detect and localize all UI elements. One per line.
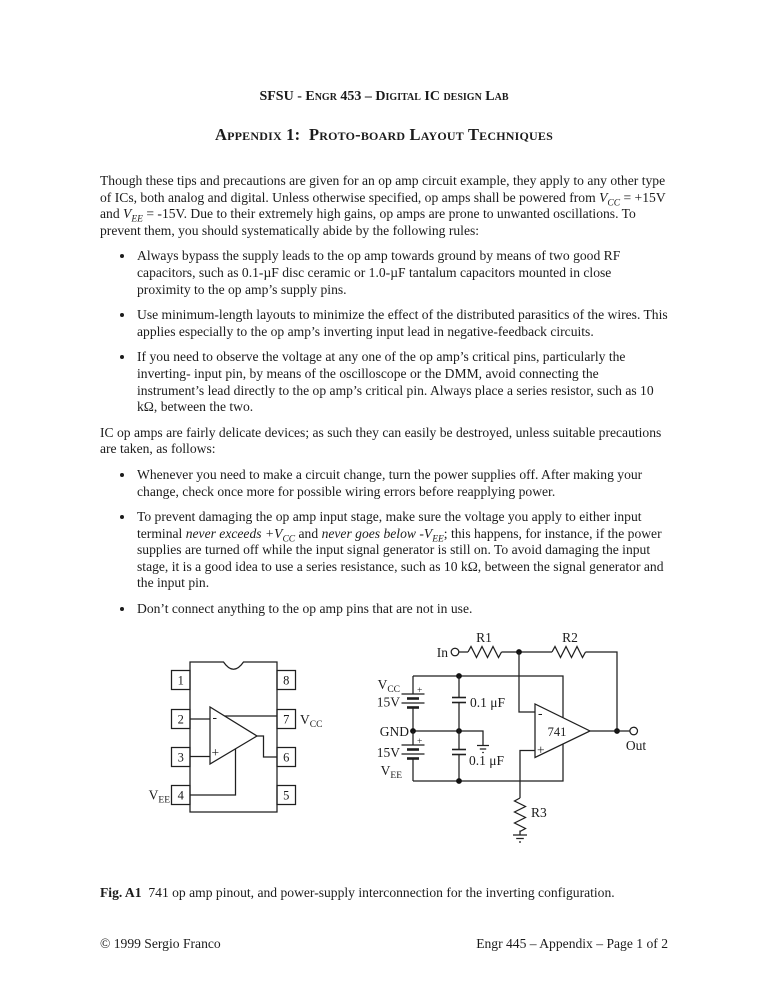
vcc-pin-label: $V_{CC}$ [300, 711, 323, 730]
intro-paragraph: Though these tips and precautions are given for an op amp circuit example, they apply to any other type of ICs, both analog and digital. Unless otherwise specified, op amps shall be powered from $V_{CC} = +15V$ and $V_{EE} = -15V$. Due to their extremely high gains, op amps are prone to unwanted oscillations. To prevent them, you should systematically abide by the following rules: [100, 173, 666, 238]
output-terminal [630, 727, 638, 735]
course-header: SFSU - Engr 453 – Digital IC design Lab [259, 89, 509, 104]
input-terminal [451, 648, 459, 656]
delicate-devices-paragraph: IC op amps are fairly delicate devices; as such they can easily be destroyed, unless suitable precautions are taken, as follows: [100, 424, 662, 457]
feedback-wire [586, 652, 618, 731]
pin-8-label: 8 [283, 673, 290, 688]
gnd-label: GND [379, 723, 409, 739]
cap-top-label: 0.1 μF [470, 694, 505, 710]
vee-rail-dot [456, 778, 462, 784]
footer-page-number: Engr 445 – Appendix – Page 1 of 2 [476, 936, 668, 951]
resistor-r2 [552, 646, 586, 657]
dip-package [149, 662, 323, 812]
r2-label: R2 [562, 629, 578, 645]
bypass-cap-bottom [452, 731, 466, 781]
cap-bottom-label: 0.1 μF [469, 752, 504, 768]
vee-pin-label: $V_{EE}$ [148, 787, 170, 806]
pin-5-label: 5 [283, 788, 290, 803]
pin-3-label: 3 [177, 750, 184, 765]
list-item: • Don’t connect anything to the op amp pins that are not in use. [135, 601, 668, 618]
inverting-input-sign: - [212, 709, 217, 725]
opamp-label: 741 [547, 724, 567, 739]
page-title: Appendix 1: Proto-board Layout Techniques [214, 125, 553, 144]
r3-ground-symbol [513, 835, 527, 842]
battery-plus-sign: + [417, 736, 423, 747]
output-label: Out [625, 737, 647, 753]
footer-copyright: © 1999 Sergio Franco [100, 936, 221, 951]
resistor-r1 [468, 646, 502, 657]
pin-6-label: 6 [283, 750, 290, 765]
vcc-battery [402, 676, 425, 731]
pin-2-label: 2 [177, 712, 184, 727]
figure-caption-text: 741 op amp pinout, and power-supply interconnection for the inverting configuration. [141, 884, 615, 900]
figure-caption-label: Fig. A1 [100, 884, 142, 900]
vee-supply-label: $V_{EE}$ [380, 762, 402, 781]
vee-volts-label: 15V [376, 744, 400, 760]
list-item: • If you need to observe the voltage at any one of the op amp’s critical pins, particularly the inverting- input pin, by means of the oscilloscope or the DMM, avoid connecting the instrument’s lead directly to the op amp’s critical pin. Always place a series resistor, such as 10 kΩ, between the two. [135, 349, 668, 415]
gnd-row-wire [413, 731, 483, 746]
gnd-ground-symbol [477, 745, 489, 752]
noninverting-wire [520, 750, 535, 798]
pin-1-label: 1 [177, 673, 184, 688]
layout-rules-list [100, 248, 668, 415]
pin-4-label: 4 [177, 788, 184, 803]
input-label: In [436, 644, 448, 660]
list-item: • Whenever you need to make a circuit change, turn the power supplies off. After making your change, check once more for possible wiring errors before reapplying power. [135, 467, 668, 500]
figure-a1 [125, 627, 668, 869]
precautions-list [100, 467, 668, 618]
inverting-circuit [377, 630, 647, 842]
r1-label: R1 [476, 629, 492, 645]
list-item: • Use minimum-length layouts to minimize the effect of the distributed parasitics of the wires. This applies especially to the op amp’s inverting input lead in negative-feedback circuits. [135, 307, 668, 340]
battery-plus-sign: + [417, 685, 423, 696]
vcc-volts-label: 15V [376, 694, 400, 710]
opamp-plus-sign: + [537, 742, 545, 758]
list-item: • Always bypass the supply leads to the op amp towards ground by means of two good RF capacitors, such as 0.1-µF disc ceramic or 1.0-µF tantalum capacitors mounted in close proximity to the op amp’s supply pins. [135, 248, 668, 298]
vcc-supply-label: $V_{CC}$ [377, 676, 400, 695]
inverting-input-wire [519, 652, 535, 712]
list-item: • To prevent damaging the op amp input stage, make sure the voltage you apply to either input terminal never exceeds $+V_{CC}$ and never goes below $-V_{EE}$; this happens, for instance, if the power supplies are turned off while the input signal generator is still on. To avoid damaging the input stage, it is a good idea to use a series resistance, such as 10 kΩ, between the signal generator and the input pin. [135, 509, 668, 592]
r3-label: R3 [531, 804, 547, 820]
bypass-cap-top [452, 676, 466, 731]
opamp-minus-sign: - [538, 705, 543, 721]
pin-7-label: 7 [283, 712, 290, 727]
noninverting-input-sign: + [211, 744, 220, 760]
figure-caption [100, 885, 668, 902]
resistor-r3 [515, 798, 526, 832]
figure-a1-diagram [125, 627, 670, 869]
